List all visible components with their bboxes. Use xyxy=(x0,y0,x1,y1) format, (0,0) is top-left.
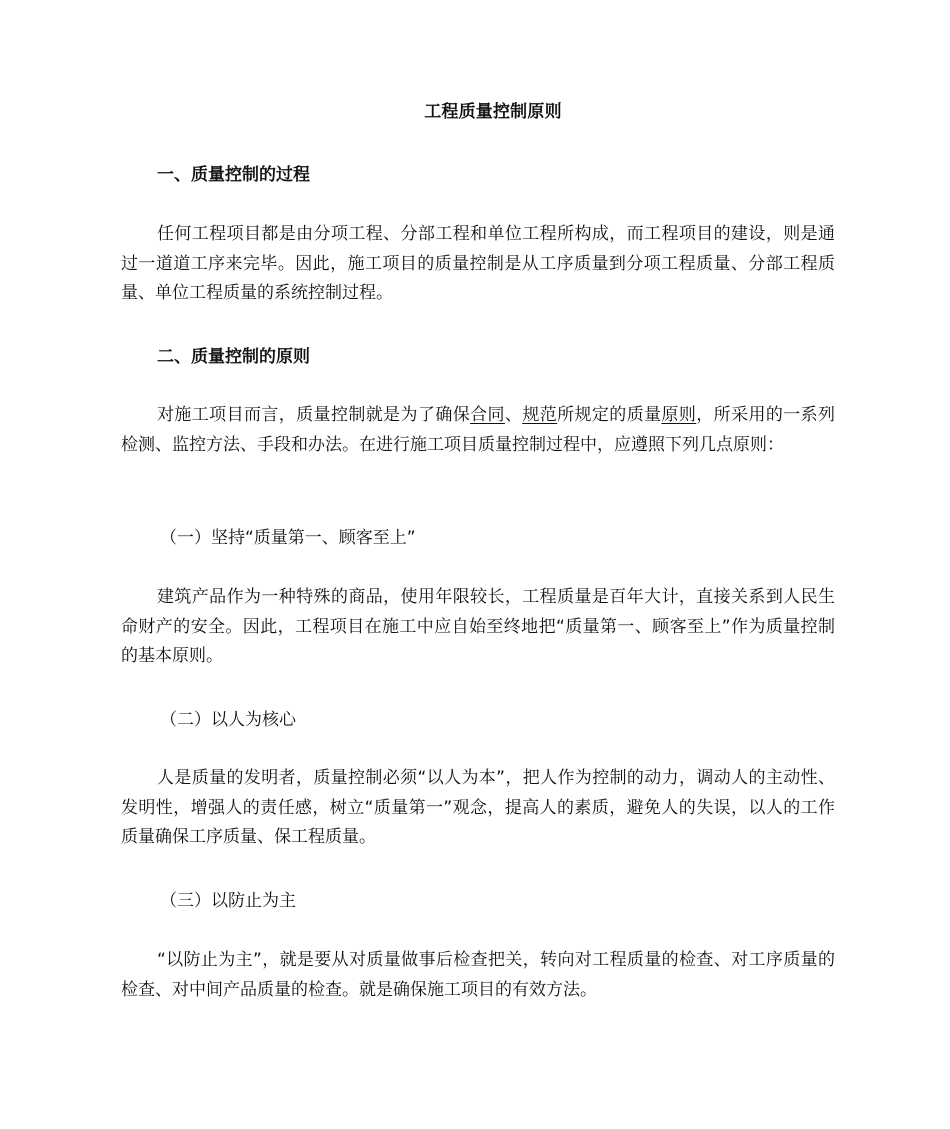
paragraph-process: 任何工程项目都是由分项工程、分部工程和单位工程所构成，而工程项目的建设，则是通过一道道工序来完毕。因此，施工项目的质量控制是从工序质量到分项工程质量、分部工程质量、单位工程质量的系统控制过程。 xyxy=(121,224,835,303)
paragraph-text: 所规定的质量 xyxy=(557,405,662,425)
paragraph-text: ，所采用的一系列检测、监控方法、手段和办法。在进行施工项目质量控制过程中，应遵照下列几点原则： xyxy=(121,405,836,455)
paragraph-text: 、 xyxy=(504,405,523,425)
subheading-prevention: （三）以防止为主 xyxy=(160,891,296,911)
subheading-quality-first: （一）坚持“质量第一、顾客至上” xyxy=(160,528,416,548)
principle-link[interactable]: 原则 xyxy=(661,405,697,425)
paragraph-text: 对施工项目而言，质量控制就是为了确保 xyxy=(157,405,471,425)
paragraph-principles xyxy=(121,401,835,460)
paragraph-prevention: “以防止为主”，就是要从对质量做事后检查把关，转向对工程质量的检查、对工序质量的检查、对中间产品质量的检查。就是确保施工项目的有效方法。 xyxy=(121,950,835,1000)
standard-link[interactable]: 规范 xyxy=(522,405,558,425)
contract-link[interactable]: 合同 xyxy=(470,405,505,425)
subheading-people-core: （二）以人为核心 xyxy=(160,710,296,730)
section-heading-principles: 二、质量控制的原则 xyxy=(157,347,310,367)
document-title: 工程质量控制原则 xyxy=(424,102,562,122)
section-heading-process: 一、质量控制的过程 xyxy=(157,165,310,185)
paragraph-quality-first: 建筑产品作为一种特殊的商品，使用年限较长，工程质量是百年大计，直接关系到人民生命财产的安全。因此，工程项目在施工中应自始至终地把“质量第一、顾客至上”作为质量控制的基本原则。 xyxy=(121,587,835,666)
paragraph-people-core: 人是质量的发明者，质量控制必须“以人为本”，把人作为控制的动力，调动人的主动性、发明性，增强人的责任感，树立“质量第一”观念，提高人的素质，避免人的失误，以人的工作质量确保工序质量、保工程质量。 xyxy=(121,768,835,847)
